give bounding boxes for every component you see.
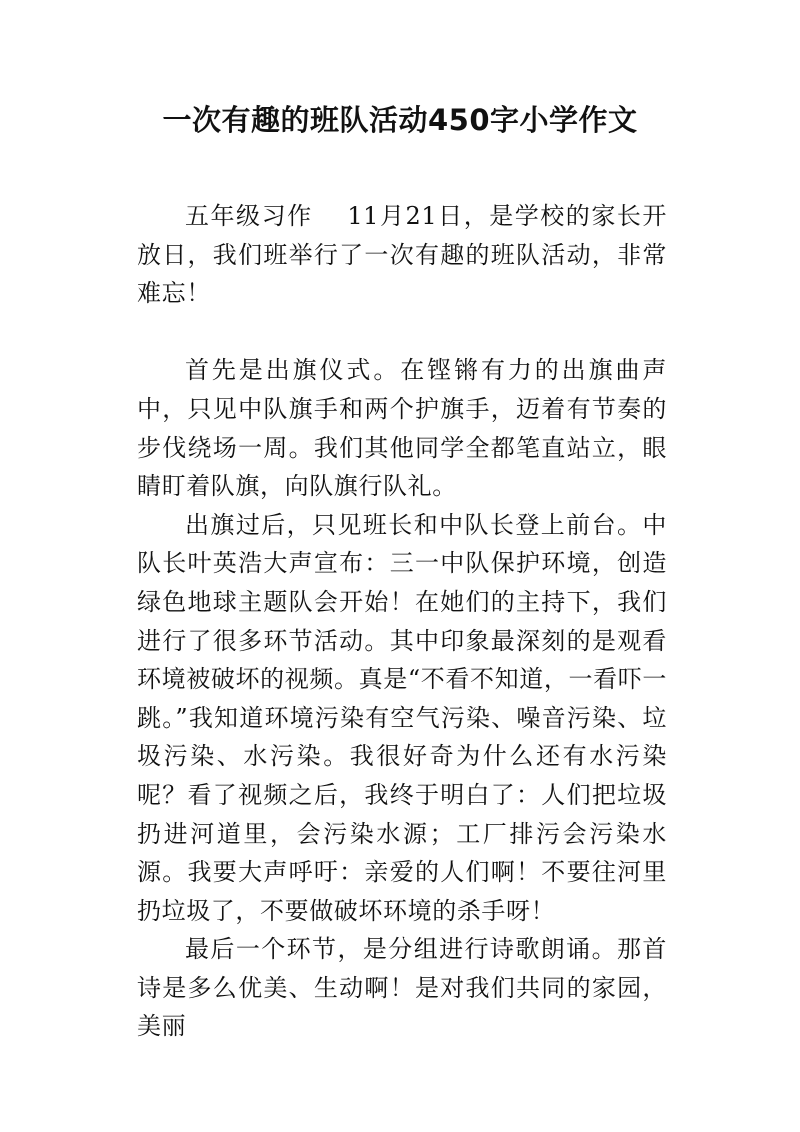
paragraph-environment: 出旗过后，只见班长和中队长登上前台。中队长叶英浩大声宣布：三一中队保护环境，创造绿色地球主题队会开始！在她们的主持下，我们进行了很多环节活动。其中印象最深刻的是观看环境被破坏的视频。真是“不看不知道，一看吓一跳。”我知道环境污染有空气污染、噪音污染、垃圾污染、水污染。我很好奇为什么还有水污染呢？看了视频之后，我终于明白了：人们把垃圾扔进河道里，会污染水源；工厂排污会污染水源。我要大声呼吁：亲爱的人们啊！不要往河里扔垃圾了，不要做破坏环境的杀手呀！ [137,510,667,925]
document-body [137,197,667,1046]
document-title: 一次有趣的班队活动450字小学作文 [162,103,638,137]
paragraph-intro: 五年级习作 11月21日，是学校的家长开放日，我们班举行了一次有趣的班队活动，非常难忘！ [137,202,667,308]
paragraph-flag-ceremony: 首先是出旗仪式。在铿锵有力的出旗曲声中，只见中队旗手和两个护旗手，迈着有节奏的步伐绕场一周。我们其他同学全都笔直站立，眼睛盯着队旗，向队旗行队礼。 [137,356,667,501]
paragraph-poetry: 最后一个环节，是分组进行诗歌朗诵。那首诗是多么优美、生动啊！是对我们共同的家园，美丽 [137,935,667,1041]
